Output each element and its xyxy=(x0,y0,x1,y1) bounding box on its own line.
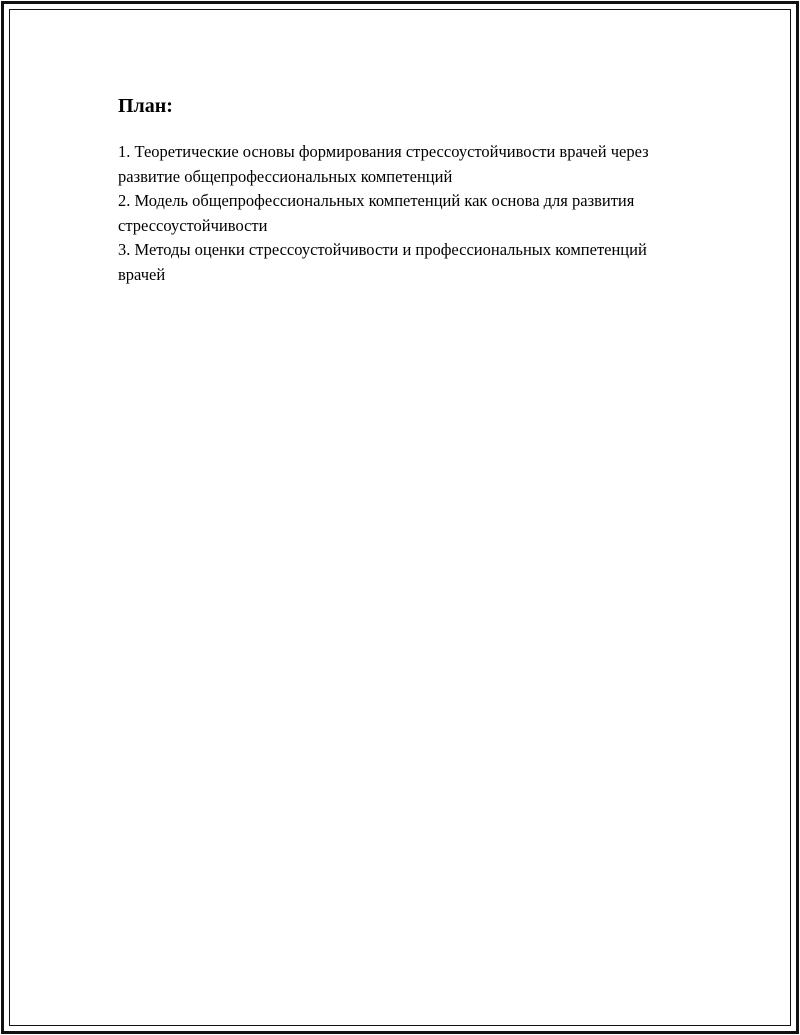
plan-item-1: 1. Теоретические основы формирования стрессоустойчивости врачей через развитие общепрофессиональных компетенций xyxy=(118,142,649,186)
document-body xyxy=(118,94,718,287)
plan-item-2: 2. Модель общепрофессиональных компетенций как основа для развития стрессоустойчивости xyxy=(118,191,635,235)
plan-item-3: 3. Методы оценки стрессоустойчивости и профессиональных компетенций врачей xyxy=(118,240,647,284)
plan-list xyxy=(118,140,718,287)
plan-heading: План: xyxy=(118,95,173,117)
